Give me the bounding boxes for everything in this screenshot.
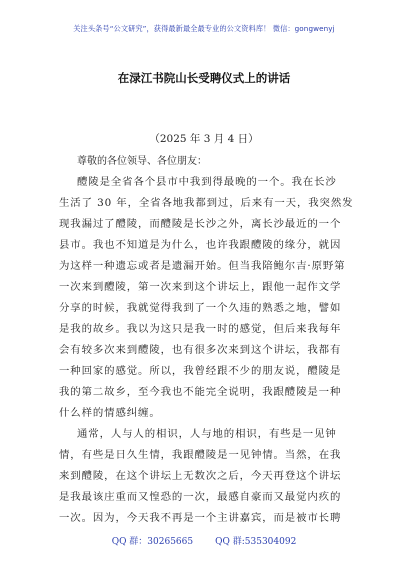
paragraph-line: 为这样一种遗忘或者是遗漏开始。但当我陪鲍尔吉·原野第 — [59, 260, 346, 272]
paragraph-line: 通常，人与人的相识，人与地的相识，有些是一见钟 — [77, 428, 337, 440]
paragraph-line: 县市。我也不知道是为什么，也许我跟醴陵的缘分，就因 — [59, 239, 342, 251]
document-title: 在渌江书院山长受聘仪式上的讲话 — [117, 71, 291, 85]
paragraph-line: 来到醴陵，在这个讲坛上无数次之后，今天再登这个讲坛 — [59, 470, 342, 482]
paragraph-line: 一次。因为，今天我不再是一个主讲嘉宾，而是被市长聘 — [59, 512, 342, 524]
paragraph-line: 分享的时候，我就觉得我到了一个久违的熟悉之地，譬如 — [59, 302, 342, 314]
paragraph-line: 生活了 30 年，全省各地我都到过，后来有一天，我突然发 — [59, 197, 354, 209]
paragraph-line: 是我最该庄重而又惶恐的一次，最感自豪而又最觉内疚的 — [59, 491, 342, 503]
footer-qq-groups — [0, 534, 408, 547]
paragraph-line: 醴陵是全省各个县市中我到得最晚的一个。我在长沙 — [77, 176, 337, 188]
paragraph-line: 什么样的情感纠缠。 — [59, 407, 161, 419]
footer-qq-group-1: QQ 群：30265665 — [111, 537, 194, 547]
document-date: （2025 年 3 月 4 日） — [149, 133, 259, 145]
paragraph-line: 一种回家的感觉。所以，我曾经跟不少的朋友说，醴陵是 — [59, 365, 342, 377]
salutation: 尊敬的各位领导、各位朋友： — [77, 156, 207, 167]
paragraph-line: 会有较多次来到醴陵，也有很多次来到这个讲坛，我都有 — [59, 344, 342, 356]
paragraph-line: 我的第二故乡，至今我也不能完全说明，我跟醴陵是一种 — [59, 386, 342, 398]
paragraph-line: 一次来到醴陵，第一次来到这个讲坛上，跟他一起作文学 — [59, 281, 342, 293]
header-promo-note: 关注头条号“公文研究”，获得最新最全最专业的公文资料库！ 微信：gongwenyj — [73, 24, 335, 33]
paragraph-line: 情，有些是日久生情，我跟醴陵是一见钟情。当然，在我 — [59, 449, 342, 461]
paragraph-line: 现我漏过了醴陵，而醴陵是长沙之外，离长沙最近的一个 — [59, 218, 342, 230]
footer-qq-group-2: QQ 群:535304092 — [215, 537, 297, 547]
paragraph-line: 是我的故乡。我以为这只是我一时的感觉，但后来我每年 — [59, 323, 342, 335]
